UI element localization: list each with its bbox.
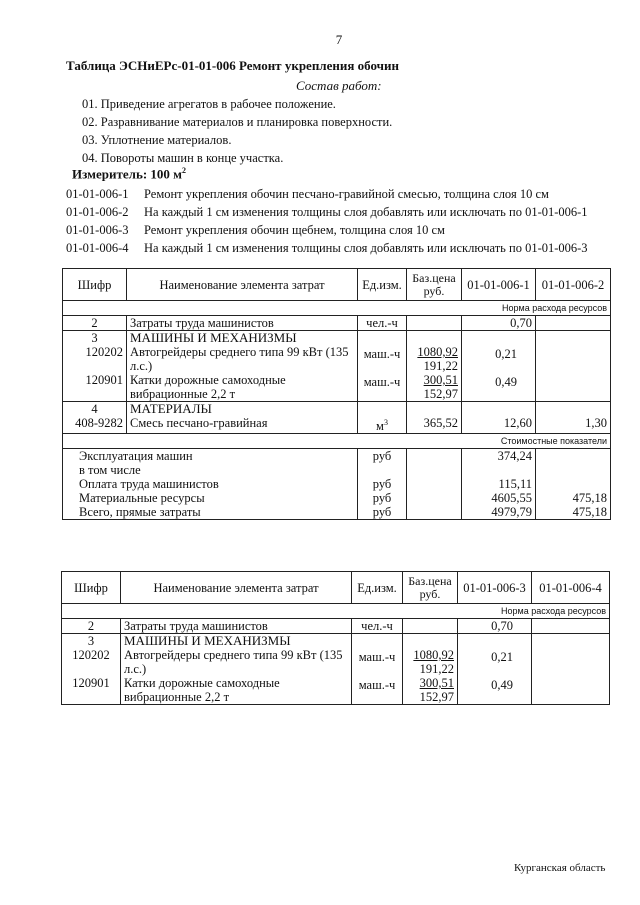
norm-code-line: 01-01-006-2 На каждый 1 см изменения толщины слоя добавлять или исключать по 01-01-006-1	[66, 205, 588, 219]
cost-value-1: 115,11	[462, 477, 536, 491]
cost-row	[63, 491, 611, 505]
row-price: 1080,92 191,22	[403, 648, 458, 676]
col-header-code: Шифр	[62, 572, 121, 604]
norm-label-row	[62, 604, 610, 619]
work-step: 02. Разравнивание материалов и планировка поверхности.	[82, 115, 393, 129]
row-unit: чел.-ч	[352, 619, 403, 634]
row-unit: маш.-ч	[358, 345, 407, 373]
section-row-machines	[63, 331, 611, 346]
row-code: 120901	[62, 676, 121, 705]
row-price	[403, 619, 458, 634]
cost-value-2: 475,18	[536, 505, 611, 520]
work-step: 01. Приведение агрегатов в рабочее положение.	[82, 97, 336, 111]
row-value-2	[532, 676, 610, 705]
section-code: 3	[62, 634, 121, 649]
row-unit: $м^3$	[358, 416, 407, 434]
work-step: 03. Уплотнение материалов.	[82, 133, 232, 147]
cost-value-1: 4979,79	[462, 505, 536, 520]
cost-name: Всего, прямые затраты	[63, 505, 358, 520]
norm-label-row	[63, 301, 611, 316]
row-price: 365,52	[407, 416, 462, 434]
work-composition-heading: Состав работ:	[296, 78, 382, 93]
cost-value-2: 475,18	[536, 491, 611, 505]
row-code: 408-9282	[63, 416, 127, 434]
row-value-1: 0,49	[462, 373, 536, 402]
section-title: МАШИНЫ И МЕХАНИЗМЫ	[121, 634, 352, 649]
col-header-norm-1: 01-01-006-1	[462, 269, 536, 301]
row-price: 1080,92 191,22	[407, 345, 462, 373]
cost-name: Материальные ресурсы	[63, 491, 358, 505]
table-row	[62, 676, 610, 705]
row-value-2	[536, 316, 611, 331]
row-value-2	[532, 619, 610, 634]
estimate-table-2	[61, 571, 610, 705]
row-value-1: 0,21	[458, 648, 532, 676]
norm-label: Норма расхода ресурсов	[62, 604, 610, 619]
row-value-2	[536, 345, 611, 373]
row-name: Катки дорожные самоходные вибрационные 2,2 т	[121, 676, 352, 705]
row-value-1: 12,60	[462, 416, 536, 434]
col-header-norm-3: 01-01-006-3	[458, 572, 532, 604]
table-row	[63, 316, 611, 331]
cost-unit: руб	[358, 449, 407, 464]
unit-of-measure: Измеритель: 100 $м^2$	[72, 166, 187, 182]
col-header-price: Баз.цена руб.	[407, 269, 462, 301]
norm-label: Норма расхода ресурсов	[63, 301, 611, 316]
cost-row	[63, 463, 611, 477]
cost-row	[63, 449, 611, 464]
norm-code-line: 01-01-006-3 Ремонт укрепления обочин щебнем, толщина слоя 10 см	[66, 223, 445, 237]
page-title: Таблица ЭСНиЕРс-01-01-006 Ремонт укрепления обочин	[66, 58, 399, 73]
section-title: МАШИНЫ И МЕХАНИЗМЫ	[127, 331, 358, 346]
row-unit: маш.-ч	[358, 373, 407, 402]
row-value-1: 0,49	[458, 676, 532, 705]
row-value-1: 0,21	[462, 345, 536, 373]
row-price: 300,51 152,97	[403, 676, 458, 705]
cost-unit: руб	[358, 477, 407, 491]
row-value-1: 0,70	[458, 619, 532, 634]
table-header-row	[63, 269, 611, 301]
col-header-name: Наименование элемента затрат	[127, 269, 358, 301]
cost-value-2	[536, 449, 611, 464]
row-name: Автогрейдеры среднего типа 99 кВт (135 л.с.)	[121, 648, 352, 676]
norm-code-line: 01-01-006-1 Ремонт укрепления обочин песчано-гравийной смесью, толщина слоя 10 см	[66, 187, 549, 201]
section-title: МАТЕРИАЛЫ	[127, 402, 358, 417]
cost-row	[63, 505, 611, 520]
row-unit: чел.-ч	[358, 316, 407, 331]
norm-code-line: 01-01-006-4 На каждый 1 см изменения толщины слоя добавлять или исключать по 01-01-006-3	[66, 241, 588, 255]
cost-value-2	[536, 463, 611, 477]
page-number: 7	[335, 32, 343, 47]
section-row-machines	[62, 634, 610, 649]
row-name: Автогрейдеры среднего типа 99 кВт (135 л.с.)	[127, 345, 358, 373]
row-name: Затраты труда машинистов	[121, 619, 352, 634]
section-code: 4	[63, 402, 127, 417]
table-row	[63, 373, 611, 402]
table-row	[63, 416, 611, 434]
col-header-code: Шифр	[63, 269, 127, 301]
cost-label-row	[63, 434, 611, 449]
work-step: 04. Повороты машин в конце участка.	[82, 151, 284, 165]
row-code: 2	[62, 619, 121, 634]
col-header-unit: Ед.изм.	[352, 572, 403, 604]
cost-value-1: 374,24	[462, 449, 536, 464]
cost-unit: руб	[358, 505, 407, 520]
row-code: 120202	[63, 345, 127, 373]
row-value-2	[536, 373, 611, 402]
col-header-price: Баз.цена руб.	[403, 572, 458, 604]
section-row-materials	[63, 402, 611, 417]
row-name: Смесь песчано-гравийная	[127, 416, 358, 434]
row-name: Затраты труда машинистов	[127, 316, 358, 331]
cost-label: Стоимостные показатели	[63, 434, 611, 449]
cost-value-1: 4605,55	[462, 491, 536, 505]
cost-unit: руб	[358, 491, 407, 505]
row-value-2	[532, 648, 610, 676]
cost-value-1	[462, 463, 536, 477]
row-price: 300,51 152,97	[407, 373, 462, 402]
cost-name: Оплата труда машинистов	[63, 477, 358, 491]
cost-row	[63, 477, 611, 491]
section-code: 3	[63, 331, 127, 346]
estimate-table-1	[62, 268, 611, 520]
cost-value-2	[536, 477, 611, 491]
table-row	[63, 345, 611, 373]
row-unit: маш.-ч	[352, 676, 403, 705]
cost-name: в том числе	[63, 463, 358, 477]
footer-region: Курганская область	[514, 862, 606, 874]
col-header-norm-4: 01-01-006-4	[532, 572, 610, 604]
cost-name: Эксплуатация машин	[63, 449, 358, 464]
row-code: 120202	[62, 648, 121, 676]
row-value-2: 1,30	[536, 416, 611, 434]
row-unit: маш.-ч	[352, 648, 403, 676]
table-row	[62, 648, 610, 676]
col-header-norm-2: 01-01-006-2	[536, 269, 611, 301]
row-code: 120901	[63, 373, 127, 402]
col-header-name: Наименование элемента затрат	[121, 572, 352, 604]
row-name: Катки дорожные самоходные вибрационные 2,2 т	[127, 373, 358, 402]
row-price	[407, 316, 462, 331]
row-value-1: 0,70	[462, 316, 536, 331]
cost-unit	[358, 463, 407, 477]
col-header-unit: Ед.изм.	[358, 269, 407, 301]
row-code: 2	[63, 316, 127, 331]
table-row	[62, 619, 610, 634]
table-header-row	[62, 572, 610, 604]
